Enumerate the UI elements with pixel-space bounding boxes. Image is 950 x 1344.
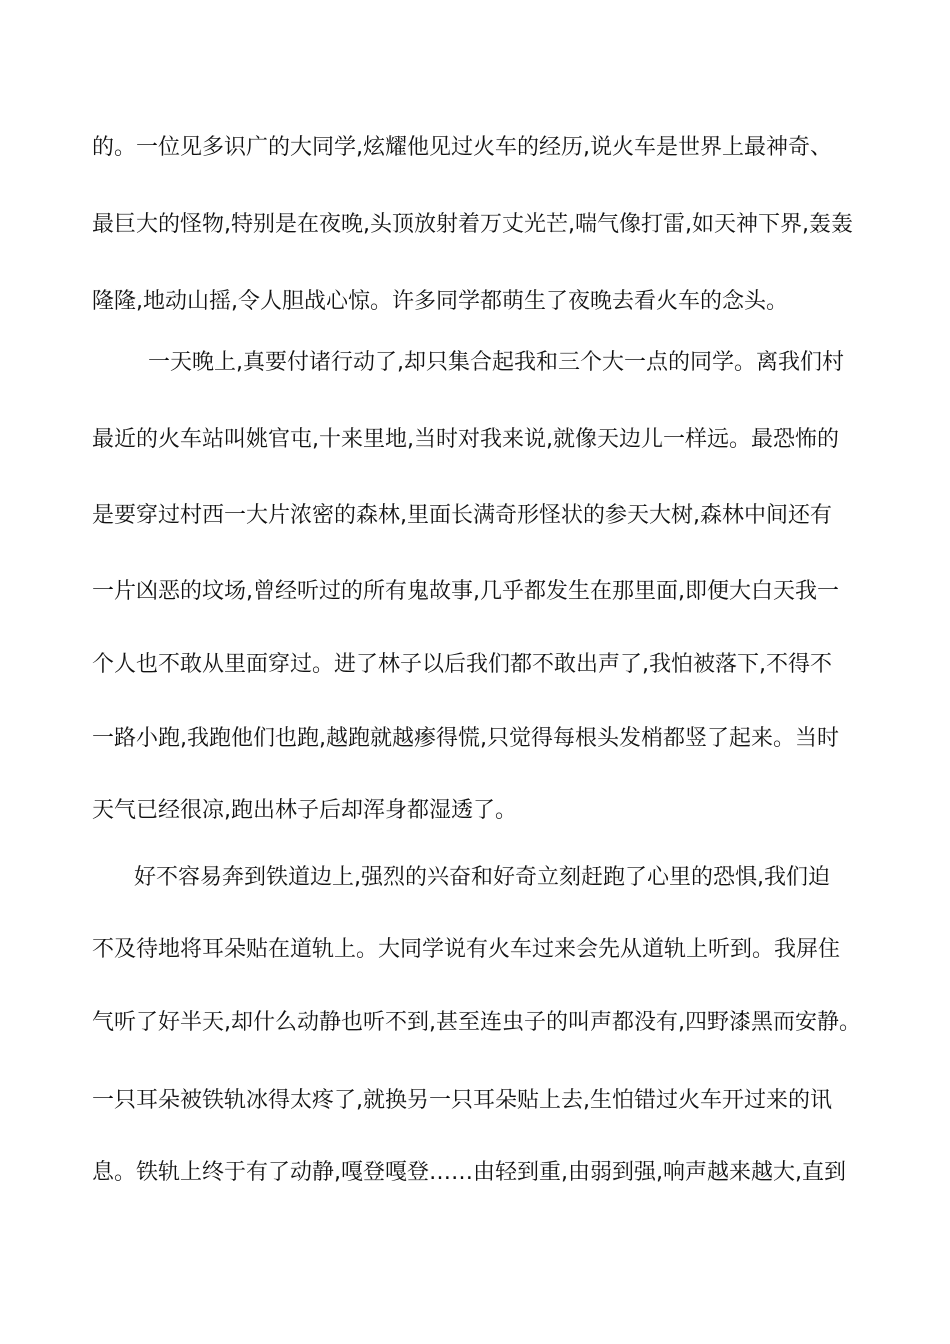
text-line: 一路小跑,我跑他们也跑,越跑就越瘆得慌,只觉得每根头发梢都竖了起来。当时 [92, 726, 839, 751]
text-line: 一只耳朵被铁轨冰得太疼了,就换另一只耳朵贴上去,生怕错过火车开过来的讯 [92, 1088, 832, 1113]
text-line: 隆隆,地动山摇,令人胆战心惊。许多同学都萌生了夜晚去看火车的念头。 [92, 289, 788, 314]
text-line: 最巨大的怪物,特别是在夜晚,头顶放射着万丈光芒,喘气像打雷,如天神下界,轰轰 [92, 212, 853, 237]
text-line: 个人也不敢从里面穿过。进了林子以后我们都不敢出声了,我怕被落下,不得不 [92, 652, 832, 677]
text-line: 最近的火车站叫姚官屯,十来里地,当时对我来说,就像天边儿一样远。最恐怖的 [92, 427, 839, 452]
text-line: 的。一位见多识广的大同学,炫耀他见过火车的经历,说火车是世界上最神奇、 [92, 135, 832, 160]
text-line: 天气已经很凉,跑出林子后却浑身都湿透了。 [92, 798, 517, 823]
text-line: 气听了好半天,却什么动静也听不到,甚至连虫子的叫声都没有,四野漆黑而安静。 [92, 1010, 861, 1035]
text-line: 一片凶恶的坟场,曾经听过的所有鬼故事,几乎都发生在那里面,即便大白天我一 [92, 579, 839, 604]
paragraph-first-line: 一天晚上,真要付诸行动了,却只集合起我和三个大一点的同学。离我们村 [148, 350, 844, 375]
text-line: 不及待地将耳朵贴在道轨上。大同学说有火车过来会先从道轨上听到。我屏住 [92, 937, 841, 962]
text-line: 息。铁轨上终于有了动静,嘎登嘎登……由轻到重,由弱到强,响声越来越大,直到 [92, 1160, 846, 1185]
paragraph-first-line: 好不容易奔到铁道边上,强烈的兴奋和好奇立刻赶跑了心里的恐惧,我们迫 [134, 865, 830, 890]
text-line: 是要穿过村西一大片浓密的森林,里面长满奇形怪状的参天大树,森林中间还有 [92, 503, 832, 528]
